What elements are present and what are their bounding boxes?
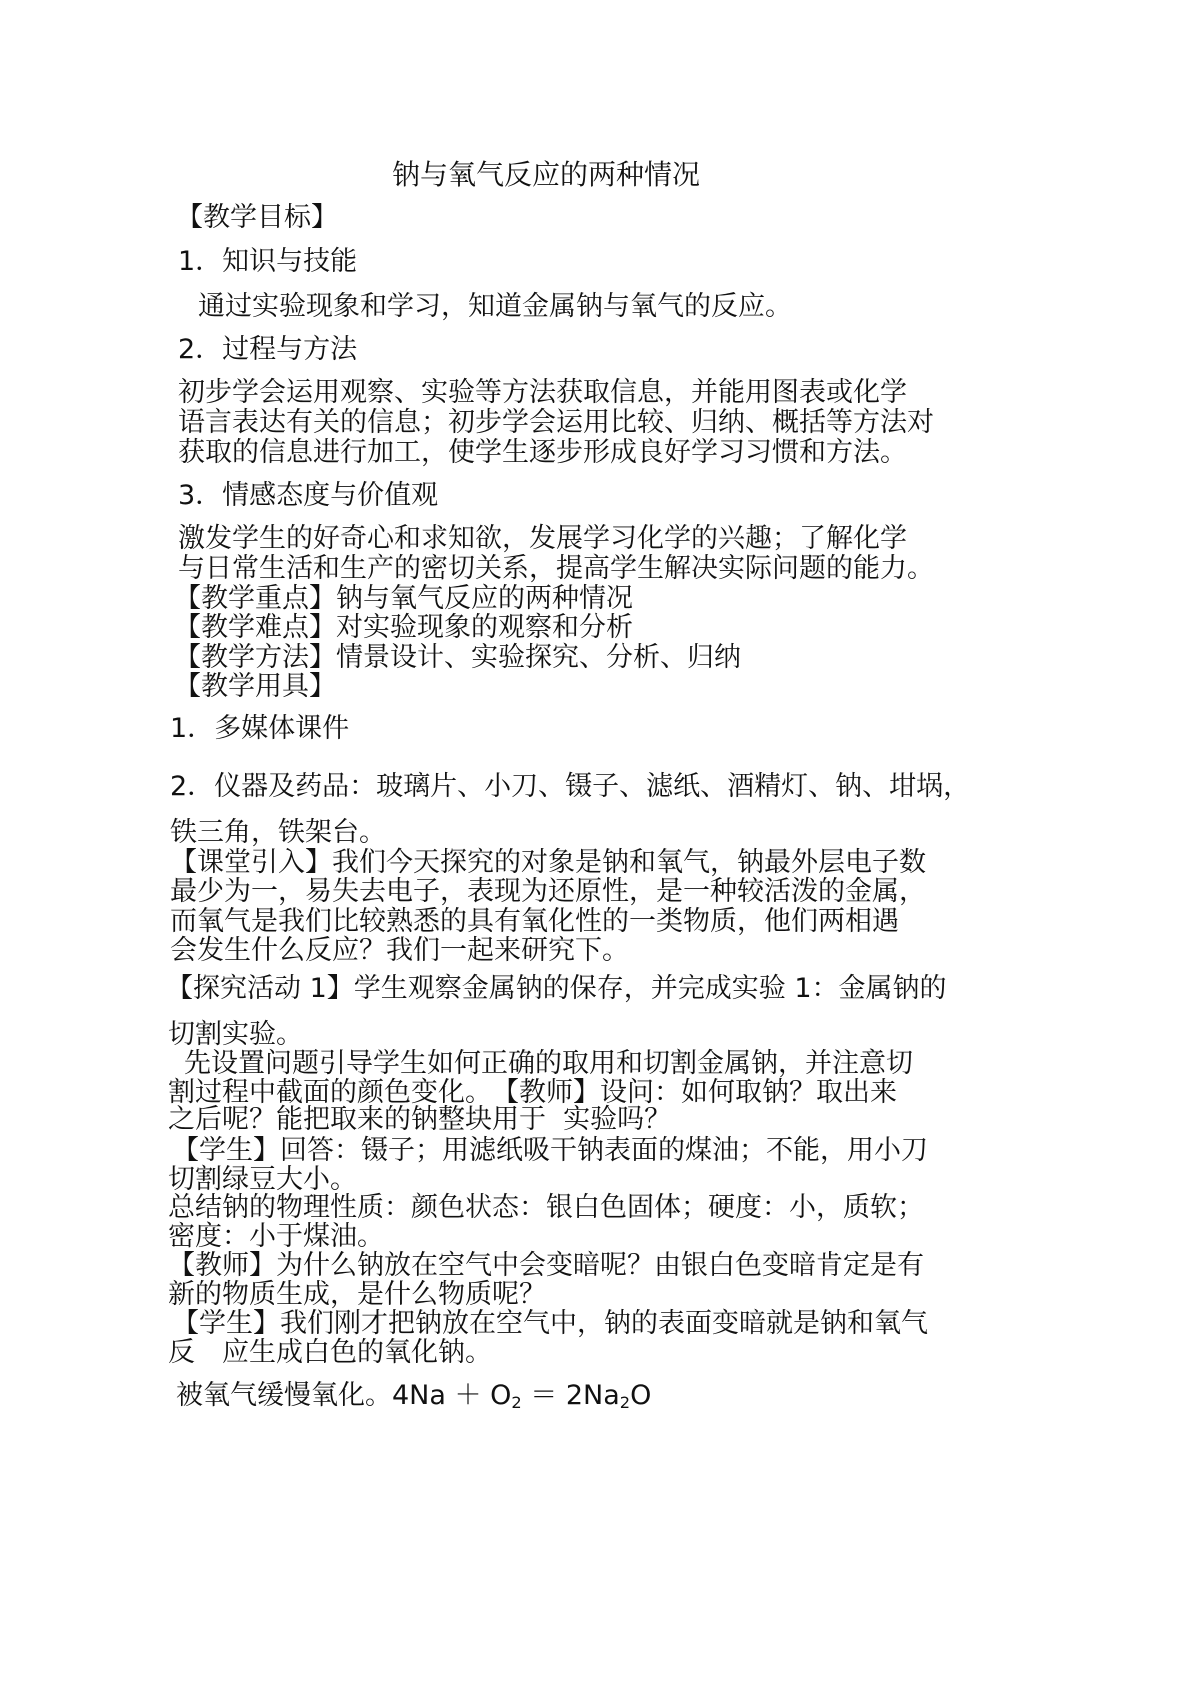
lesson-intro-line-2: 最少为一，易失去电子，表现为还原性，是一种较活泼的金属， xyxy=(170,876,926,907)
activity-text-line-2: 割过程中截面的颜色变化。 【教师】设问：如何取钠？取出来 xyxy=(168,1077,897,1108)
tool-2-line-2: 铁三角，铁架台。 xyxy=(170,817,386,848)
objective-3-text-line-1: 激发学生的好奇心和求知欲，发展学习化学的兴趣；了解化学 xyxy=(178,523,907,554)
lesson-intro-line-1: 【课堂引入】我们今天探究的对象是钠和氧气，钠最外层电子数 xyxy=(170,847,926,878)
student-answer-line-1: 【学生】回答：镊子；用滤纸吸干钠表面的煤油；不能，用小刀 xyxy=(172,1135,928,1166)
tool-1: 1．多媒体课件 xyxy=(170,713,350,744)
equation-subscript-na2: 2 xyxy=(619,1393,631,1412)
objective-3-text-line-2: 与日常生活和生产的密切关系，提高学生解决实际问题的能力。 xyxy=(178,553,934,584)
objective-1-text: 通过实验现象和学习，知道金属钠与氧气的反应。 xyxy=(198,291,792,322)
objective-2-text-line-2: 语言表达有关的信息；初步学会运用比较、归纳、概括等方法对 xyxy=(178,407,934,438)
student-answer-line-2: 切割绿豆大小。 xyxy=(168,1164,357,1195)
teacher-question-line-2: 新的物质生成，是什么物质呢？ xyxy=(168,1279,546,1310)
teaching-tools-heading: 【教学用具】 xyxy=(174,671,336,702)
objective-2-heading: 2．过程与方法 xyxy=(178,334,358,365)
equation-middle: ＝ 2Na xyxy=(521,1380,620,1411)
reaction-equation xyxy=(176,1379,651,1413)
equation-subscript-o2: 2 xyxy=(511,1393,522,1412)
activity-1-line-2: 切割实验。 xyxy=(168,1019,303,1050)
heading-teaching-objectives: 【教学目标】 xyxy=(176,202,338,233)
objective-2-text-line-3: 获取的信息进行加工，使学生逐步形成良好学习习惯和方法。 xyxy=(178,437,907,468)
lesson-intro-line-3: 而氧气是我们比较熟悉的具有氧化性的一类物质，他们两相遇 xyxy=(170,906,899,937)
physical-properties-line-1: 总结钠的物理性质：颜色状态：银白色固体；硬度：小，质软； xyxy=(168,1192,924,1223)
teaching-key-point: 【教学重点】钠与氧气反应的两种情况 xyxy=(174,583,633,614)
teaching-method: 【教学方法】情景设计、实验探究、分析、归纳 xyxy=(174,642,741,673)
equation-prefix: 被氧气缓慢氧化。4Na ＋ O xyxy=(176,1380,512,1411)
teaching-difficulty: 【教学难点】对实验现象的观察和分析 xyxy=(174,612,633,643)
tool-2-line-1: 2．仪器及药品：玻璃片、小刀、镊子、滤纸、酒精灯、钠、坩埚， xyxy=(170,771,971,802)
teacher-question-line-1: 【教师】为什么钠放在空气中会变暗呢？由银白色变暗肯定是有 xyxy=(168,1250,924,1281)
activity-text-line-1: 先设置问题引导学生如何正确的取用和切割金属钠，并注意切 xyxy=(184,1048,913,1079)
objective-1-heading: 1．知识与技能 xyxy=(178,246,358,277)
activity-1-line-1: 【探究活动 1】学生观察金属钠的保存，并完成实验 1：金属钠的 xyxy=(166,973,947,1004)
activity-text-line-3: 之后呢？能把取来的钠整块用于 实验吗？ xyxy=(168,1104,672,1135)
lesson-intro-line-4: 会发生什么反应？我们一起来研究下。 xyxy=(170,935,629,966)
physical-properties-line-2: 密度：小于煤油。 xyxy=(168,1221,384,1252)
student-reply-line-1: 【学生】我们刚才把钠放在空气中，钠的表面变暗就是钠和氧气 xyxy=(172,1308,928,1339)
equation-suffix: O xyxy=(630,1380,652,1411)
student-reply-line-2: 反 应生成白色的氧化钠。 xyxy=(168,1337,492,1368)
objective-3-heading: 3．情感态度与价值观 xyxy=(178,480,439,511)
document-title: 钠与氧气反应的两种情况 xyxy=(392,158,701,191)
objective-2-text-line-1: 初步学会运用观察、实验等方法获取信息，并能用图表或化学 xyxy=(178,377,907,408)
